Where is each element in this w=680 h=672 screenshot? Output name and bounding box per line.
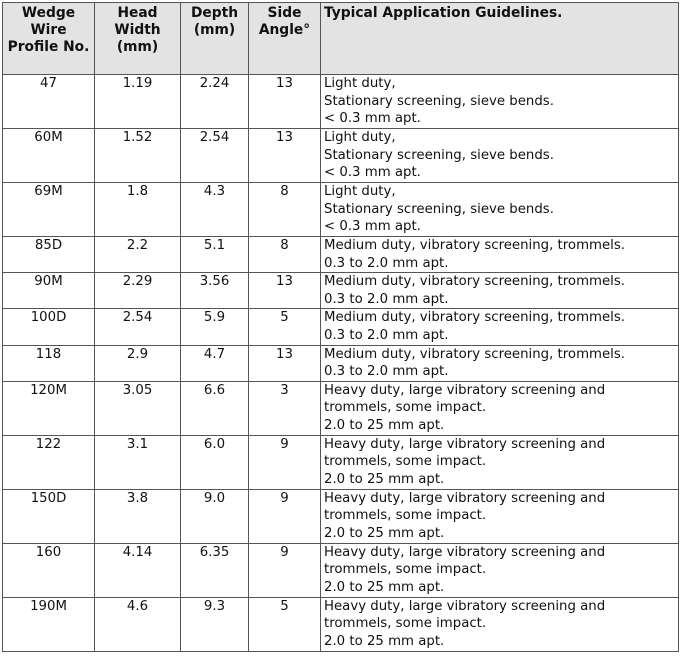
cell-head-width: 4.14 [95,543,181,597]
cell-depth: 9.0 [181,489,249,543]
cell-profile: 120M [3,381,95,435]
cell-head-width: 1.52 [95,129,181,183]
cell-side-angle: 9 [249,543,321,597]
table-row [3,183,679,237]
cell-depth: 2.54 [181,129,249,183]
cell-head-width: 3.1 [95,435,181,489]
cell-profile: 69M [3,183,95,237]
table-row [3,309,679,345]
cell-head-width: 1.8 [95,183,181,237]
cell-profile: 190M [3,597,95,651]
cell-depth: 9.3 [181,597,249,651]
cell-profile: 90M [3,273,95,309]
table-row [3,237,679,273]
cell-depth: 6.6 [181,381,249,435]
table-row [3,489,679,543]
cell-side-angle: 8 [249,183,321,237]
cell-side-angle: 5 [249,309,321,345]
cell-head-width: 3.8 [95,489,181,543]
header-profile-no: Wedge Wire Profile No. [3,3,95,75]
cell-profile: 122 [3,435,95,489]
cell-guideline: Medium duty, vibratory screening, trommels. 0.3 to 2.0 mm apt. [321,345,679,381]
cell-guideline: Light duty, Stationary screening, sieve bends. < 0.3 mm apt. [321,183,679,237]
cell-guideline: Medium duty, vibratory screening, trommels. 0.3 to 2.0 mm apt. [321,237,679,273]
header-guidelines: Typical Application Guidelines. [321,3,679,75]
cell-guideline: Light duty, Stationary screening, sieve bends. < 0.3 mm apt. [321,129,679,183]
cell-guideline: Heavy duty, large vibratory screening and trommels, some impact. 2.0 to 25 mm apt. [321,543,679,597]
cell-depth: 3.56 [181,273,249,309]
wedge-wire-profile-table [2,2,679,652]
table-row [3,129,679,183]
cell-side-angle: 13 [249,129,321,183]
cell-depth: 6.0 [181,435,249,489]
cell-side-angle: 9 [249,489,321,543]
cell-head-width: 2.29 [95,273,181,309]
cell-depth: 2.24 [181,75,249,129]
cell-profile: 85D [3,237,95,273]
table-row [3,75,679,129]
cell-guideline: Medium duty, vibratory screening, trommels. 0.3 to 2.0 mm apt. [321,273,679,309]
cell-guideline: Light duty, Stationary screening, sieve bends. < 0.3 mm apt. [321,75,679,129]
header-depth: Depth (mm) [181,3,249,75]
header-side-angle: Side Angle° [249,3,321,75]
cell-profile: 160 [3,543,95,597]
cell-head-width: 2.9 [95,345,181,381]
cell-head-width: 1.19 [95,75,181,129]
table-header [3,3,679,75]
table-row [3,597,679,651]
table-row [3,381,679,435]
cell-head-width: 4.6 [95,597,181,651]
cell-profile: 118 [3,345,95,381]
cell-guideline: Heavy duty, large vibratory screening and trommels, some impact. 2.0 to 25 mm apt. [321,597,679,651]
cell-profile: 47 [3,75,95,129]
cell-guideline: Heavy duty, large vibratory screening and trommels, some impact. 2.0 to 25 mm apt. [321,489,679,543]
cell-depth: 4.3 [181,183,249,237]
cell-profile: 60M [3,129,95,183]
cell-depth: 5.9 [181,309,249,345]
cell-head-width: 2.54 [95,309,181,345]
cell-head-width: 3.05 [95,381,181,435]
table-body [3,75,679,652]
cell-side-angle: 8 [249,237,321,273]
table-row [3,543,679,597]
table-row [3,435,679,489]
table-row [3,345,679,381]
cell-side-angle: 9 [249,435,321,489]
cell-side-angle: 13 [249,345,321,381]
cell-depth: 5.1 [181,237,249,273]
cell-profile: 150D [3,489,95,543]
cell-guideline: Medium duty, vibratory screening, trommels. 0.3 to 2.0 mm apt. [321,309,679,345]
cell-side-angle: 5 [249,597,321,651]
cell-side-angle: 13 [249,75,321,129]
table-row [3,273,679,309]
cell-side-angle: 3 [249,381,321,435]
cell-side-angle: 13 [249,273,321,309]
cell-profile: 100D [3,309,95,345]
cell-guideline: Heavy duty, large vibratory screening and trommels, some impact. 2.0 to 25 mm apt. [321,381,679,435]
cell-depth: 6.35 [181,543,249,597]
header-row [3,3,679,75]
cell-depth: 4.7 [181,345,249,381]
cell-head-width: 2.2 [95,237,181,273]
header-head-width: Head Width (mm) [95,3,181,75]
cell-guideline: Heavy duty, large vibratory screening and trommels, some impact. 2.0 to 25 mm apt. [321,435,679,489]
